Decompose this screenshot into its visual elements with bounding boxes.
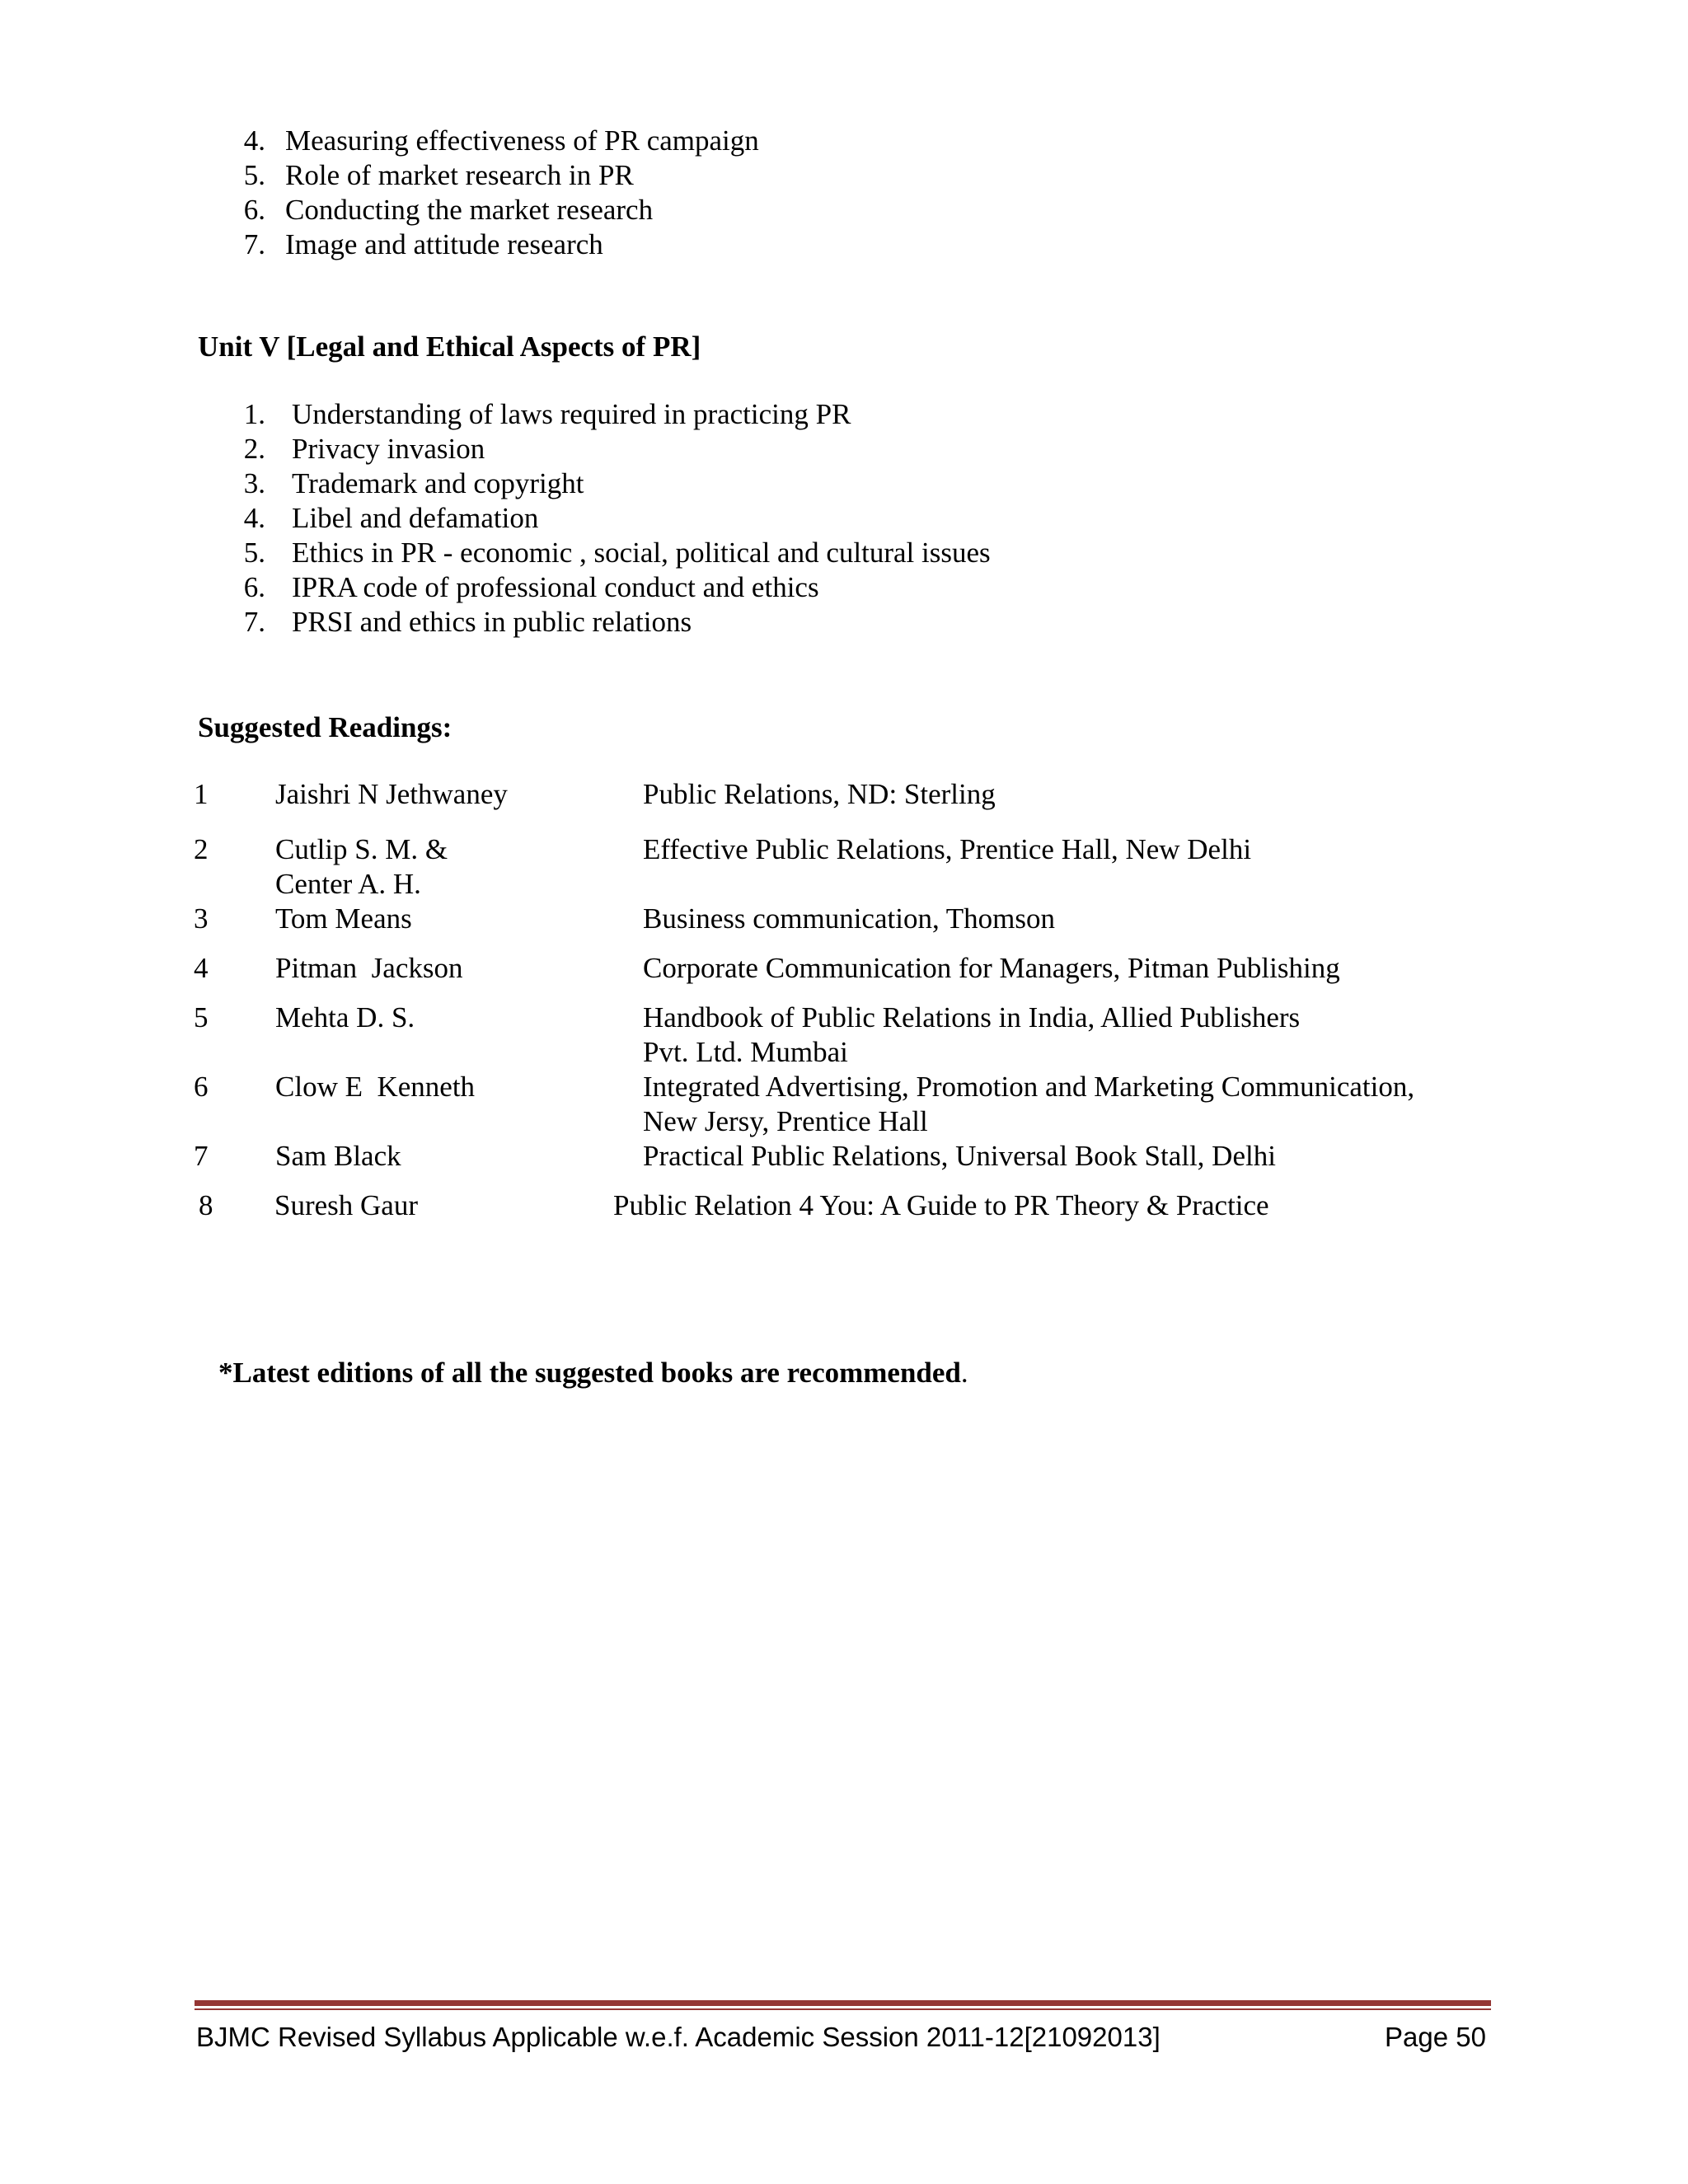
reading-title: Corporate Communication for Managers, Pitman Publishing <box>643 952 1340 984</box>
list-item <box>231 158 759 193</box>
reading-author-line2: Center A. H. <box>275 868 421 900</box>
reading-title: Practical Public Relations, Universal Book Stall, Delhi <box>643 1140 1276 1172</box>
list-number: 5. <box>243 159 265 191</box>
reading-author: Suresh Gaur <box>274 1189 418 1221</box>
editions-note-tail: . <box>960 1357 968 1389</box>
topic-list-continued <box>231 124 759 262</box>
list-number: 7. <box>243 606 265 638</box>
list-item <box>231 193 759 227</box>
list-number: 6. <box>243 194 265 226</box>
reading-author: Cutlip S. M. & <box>275 833 448 865</box>
reading-title-line2: New Jersy, Prentice Hall <box>643 1105 928 1137</box>
list-number: 3. <box>243 467 265 499</box>
reading-number: 4 <box>194 952 209 984</box>
reading-number: 8 <box>199 1189 213 1221</box>
reading-number: 5 <box>194 1001 209 1033</box>
reading-author: Jaishri N Jethwaney <box>275 778 508 810</box>
list-item <box>231 466 991 501</box>
list-text: Measuring effectiveness of PR campaign <box>285 124 759 157</box>
reading-author: Tom Means <box>275 902 412 935</box>
list-item <box>231 432 991 466</box>
reading-number: 7 <box>194 1140 209 1172</box>
list-item <box>231 124 759 158</box>
editions-note <box>218 1356 968 1390</box>
page-number: Page 50 <box>1385 2022 1486 2052</box>
list-item <box>231 227 759 262</box>
list-number: 1. <box>243 398 265 430</box>
list-number: 6. <box>243 571 265 603</box>
list-text: Image and attitude research <box>285 228 603 260</box>
readings-heading: Suggested Readings: <box>198 711 452 743</box>
footer-rule <box>195 2000 1491 2006</box>
list-item <box>231 501 991 536</box>
list-item <box>231 570 991 605</box>
list-text: PRSI and ethics in public relations <box>292 606 692 638</box>
unit-heading: Unit V [Legal and Ethical Aspects of PR] <box>198 330 701 363</box>
list-text: Role of market research in PR <box>285 159 634 191</box>
list-item <box>231 536 991 570</box>
reading-title: Business communication, Thomson <box>643 902 1056 935</box>
reading-author: Pitman Jackson <box>275 952 463 984</box>
reading-author: Mehta D. S. <box>275 1001 415 1033</box>
reading-title: Integrated Advertising, Promotion and Marketing Communication, <box>643 1071 1415 1103</box>
list-text: Ethics in PR - economic , social, political and cultural issues <box>292 537 991 569</box>
reading-number: 6 <box>194 1071 209 1103</box>
list-text: Trademark and copyright <box>292 467 584 499</box>
list-text: IPRA code of professional conduct and ethics <box>292 571 819 603</box>
reading-number: 2 <box>194 833 209 865</box>
reading-title: Public Relation 4 You: A Guide to PR Theory & Practice <box>613 1189 1269 1221</box>
reading-title: Handbook of Public Relations in India, Allied Publishers <box>643 1001 1301 1033</box>
list-number: 4. <box>243 124 265 157</box>
editions-note-bold: *Latest editions of all the suggested books are recommended <box>218 1357 961 1389</box>
unit5-topic-list <box>231 397 991 640</box>
list-text: Libel and defamation <box>292 502 539 534</box>
reading-author: Sam Black <box>275 1140 401 1172</box>
reading-title-line2: Pvt. Ltd. Mumbai <box>643 1036 848 1068</box>
reading-author: Clow E Kenneth <box>275 1071 476 1103</box>
list-text: Understanding of laws required in practicing PR <box>292 398 851 430</box>
list-number: 5. <box>243 537 265 569</box>
footer-text: BJMC Revised Syllabus Applicable w.e.f. Academic Session 2011-12[21092013] <box>196 2022 1160 2052</box>
list-item <box>231 605 991 640</box>
reading-number: 3 <box>194 902 209 935</box>
list-number: 7. <box>243 228 265 260</box>
list-text: Conducting the market research <box>285 194 654 226</box>
reading-number: 1 <box>194 778 209 810</box>
reading-title: Public Relations, ND: Sterling <box>643 778 996 810</box>
footer-rule-thin <box>195 2008 1491 2010</box>
list-text: Privacy invasion <box>292 433 485 465</box>
list-number: 2. <box>243 433 265 465</box>
list-number: 4. <box>243 502 265 534</box>
list-item <box>231 397 991 432</box>
reading-title: Effective Public Relations, Prentice Hall, New Delhi <box>643 833 1252 865</box>
